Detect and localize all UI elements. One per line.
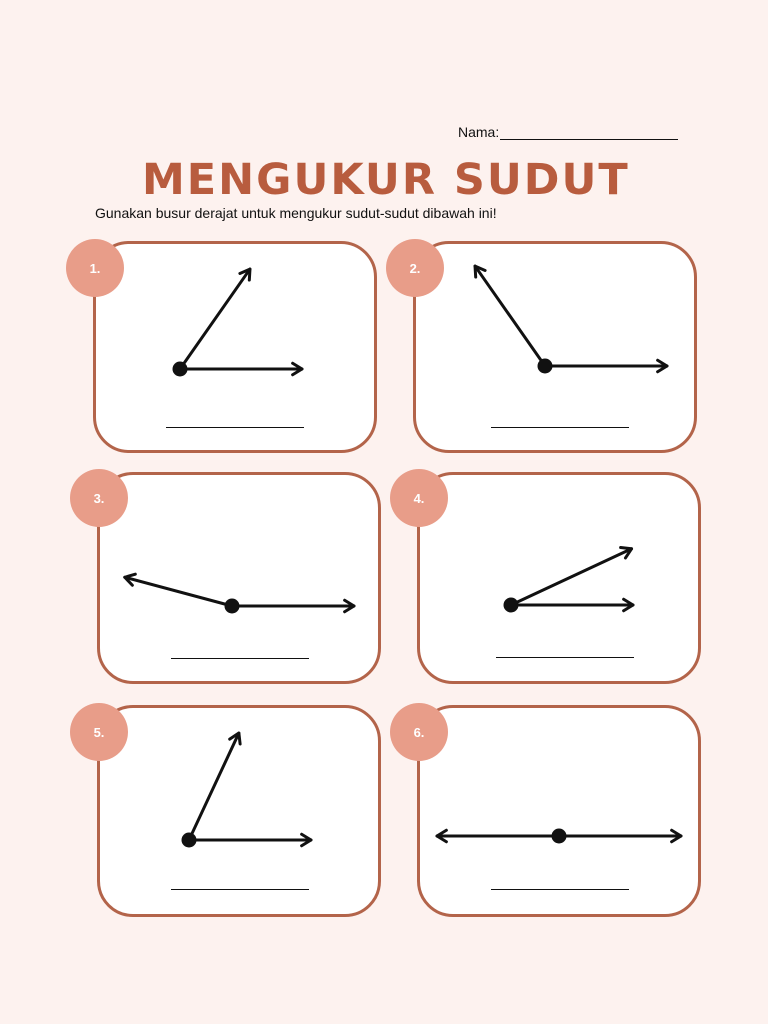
problem-number-badge-2: 2. <box>386 239 444 297</box>
problem-number-badge-5: 5. <box>70 703 128 761</box>
answer-line-3[interactable] <box>171 658 309 659</box>
answer-line-6[interactable] <box>491 889 629 890</box>
problem-card-2 <box>413 241 697 453</box>
problem-card-5 <box>97 705 381 917</box>
name-label: Nama: <box>458 124 500 140</box>
problem-card-1 <box>93 241 377 453</box>
answer-line-1[interactable] <box>166 427 304 428</box>
answer-line-4[interactable] <box>496 657 634 658</box>
problem-number-badge-6: 6. <box>390 703 448 761</box>
problem-number-badge-1: 1. <box>66 239 124 297</box>
problem-card-4 <box>417 472 701 684</box>
instruction-text: Gunakan busur derajat untuk mengukur sudut-sudut dibawah ini! <box>95 205 497 221</box>
problem-card-3 <box>97 472 381 684</box>
problem-number-badge-3: 3. <box>70 469 128 527</box>
page-title: MENGUKUR SUDUT <box>142 155 630 205</box>
problem-number-badge-4: 4. <box>390 469 448 527</box>
problem-card-6 <box>417 705 701 917</box>
name-blank-line[interactable] <box>500 124 678 140</box>
name-field[interactable] <box>458 124 678 140</box>
answer-line-5[interactable] <box>171 889 309 890</box>
answer-line-2[interactable] <box>491 427 629 428</box>
